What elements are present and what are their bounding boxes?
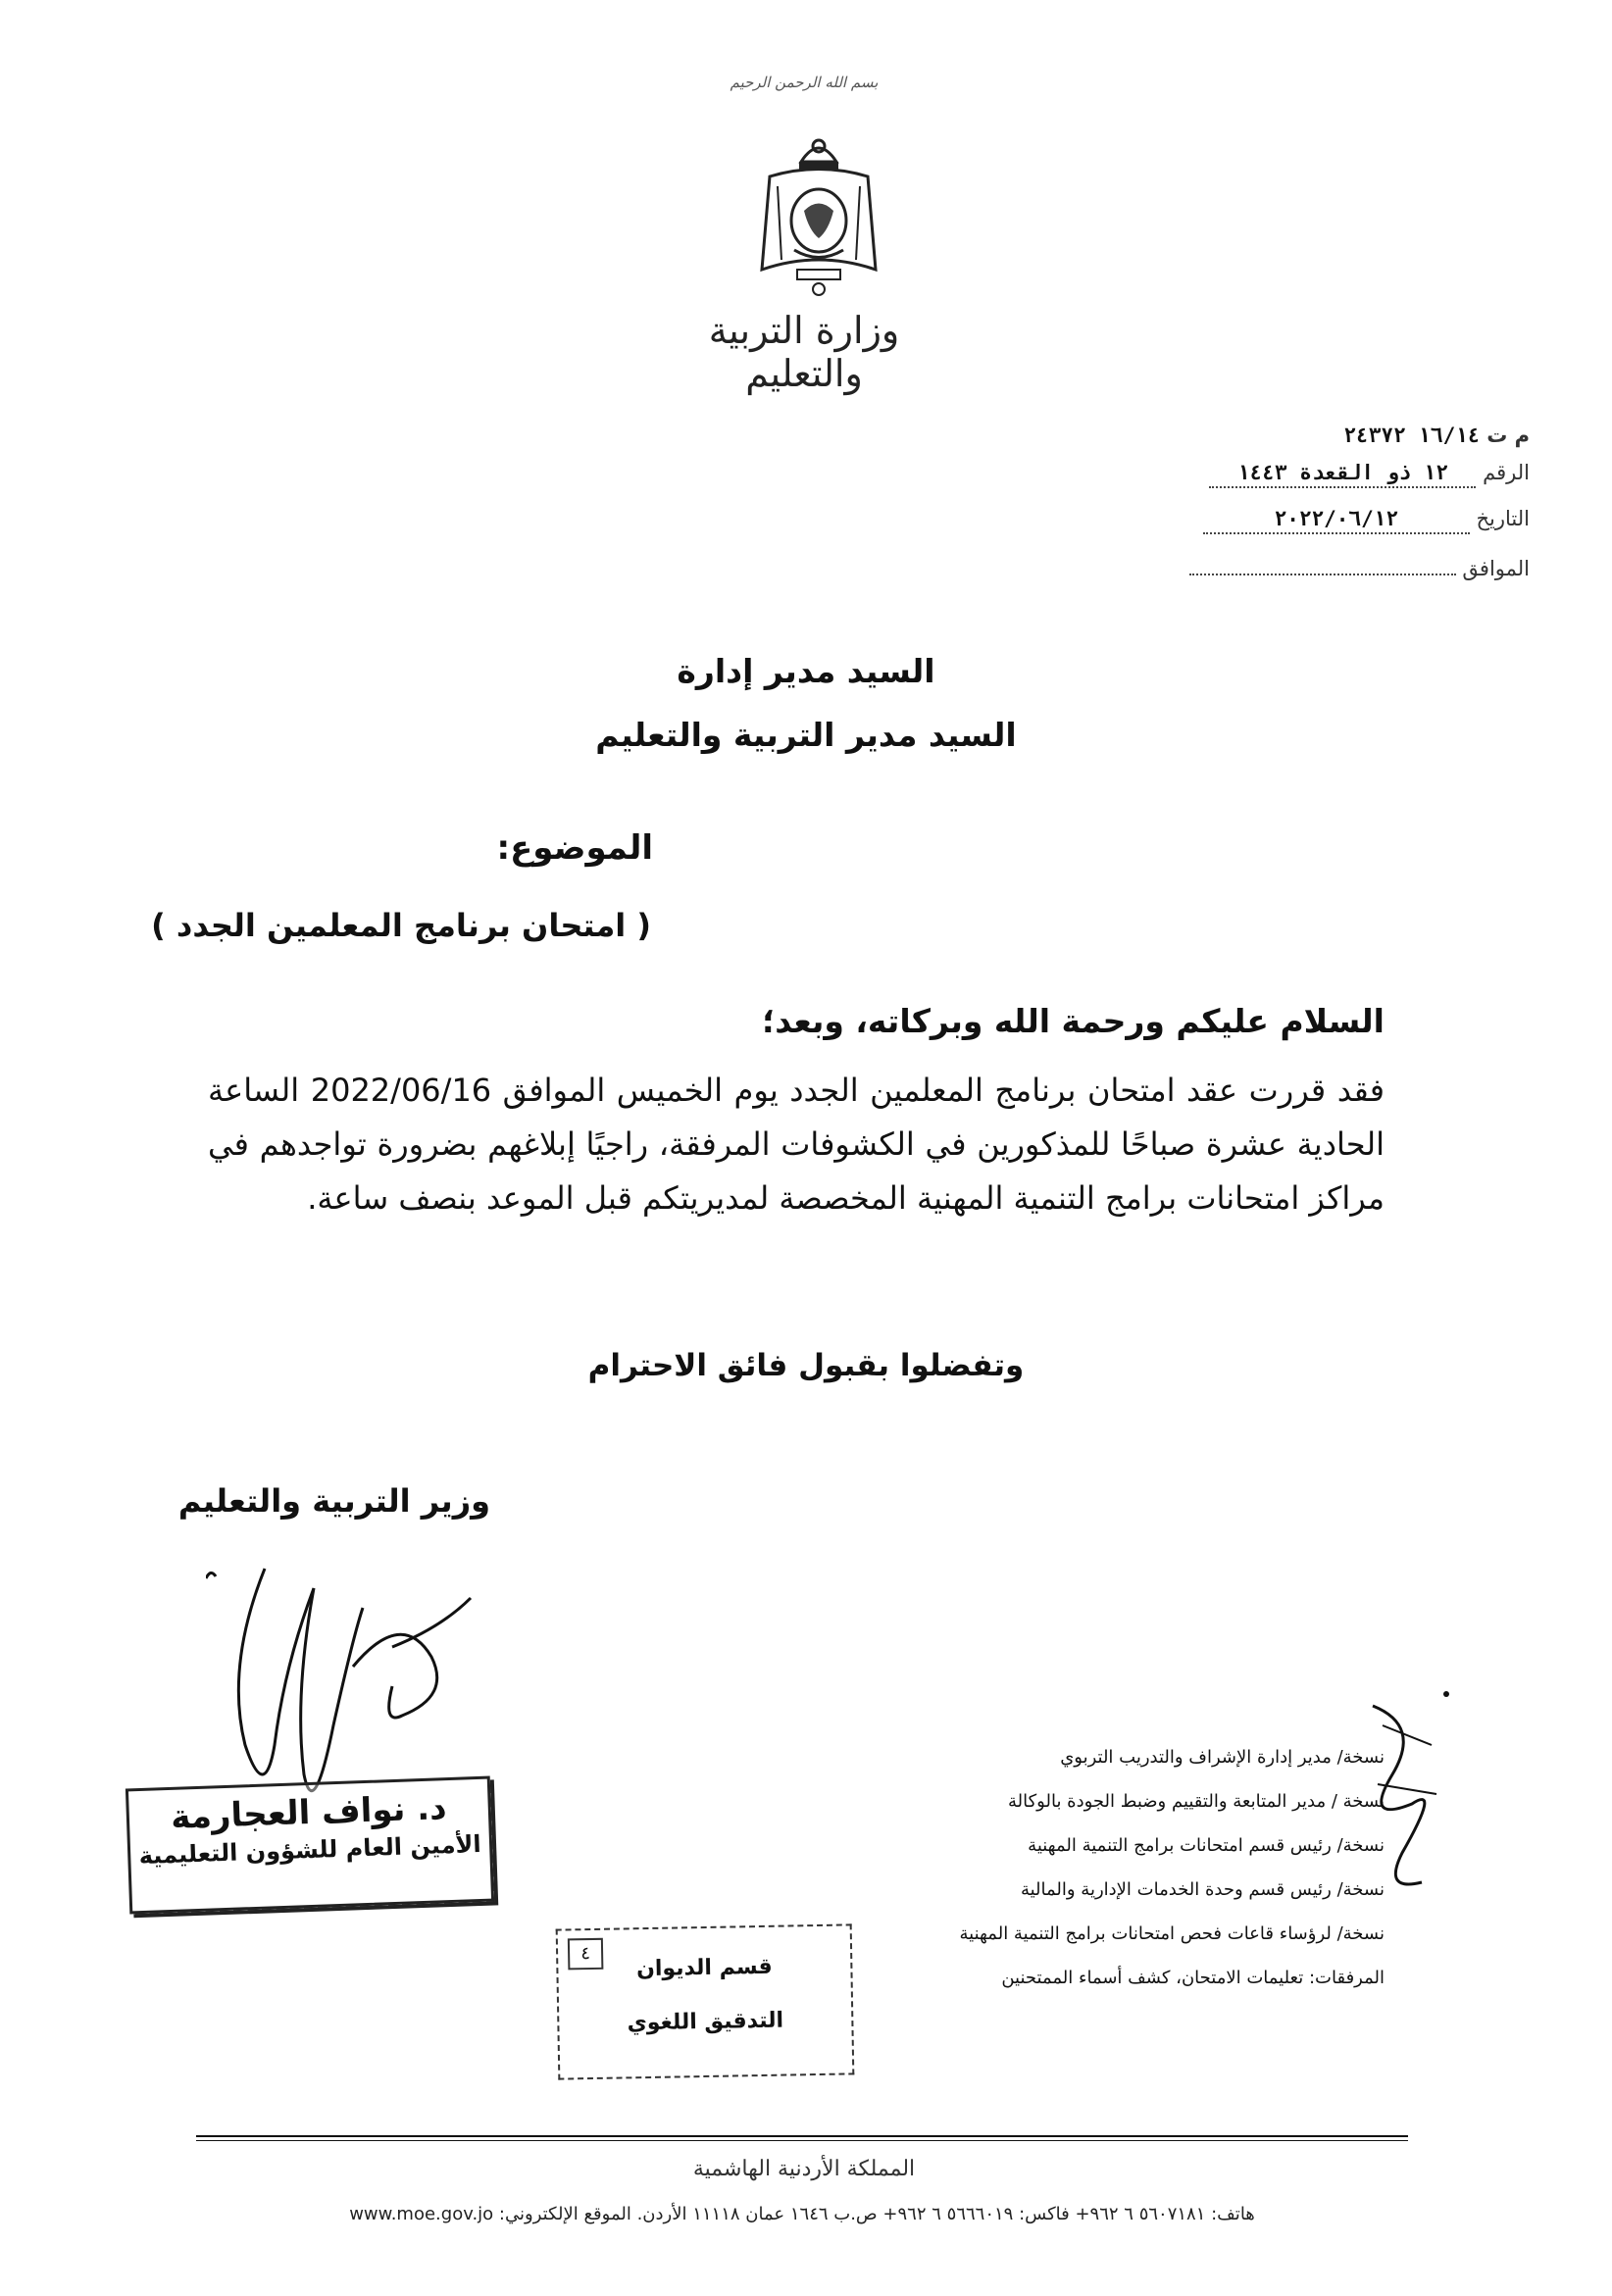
archive-stamp xyxy=(556,1923,855,2079)
ref-code-value: ١٦/١٤ ٢٤٣٧٢ xyxy=(1343,424,1481,447)
footer-kingdom: المملكة الأردنية الهاشمية xyxy=(692,2157,916,2181)
ref-code-label: م ت xyxy=(1486,424,1530,447)
ref-number-value: ١٢ ذو القعدة ١٤٤٣ xyxy=(1209,461,1476,488)
ref-date xyxy=(1203,507,1530,534)
copy-item: نسخة / مدير المتابعة والتقييم وضبط الجودة بالوكالة xyxy=(1007,1791,1385,1812)
stamp-name: د. نواف العجارمة xyxy=(170,1788,448,1837)
stamp-title: الأمين العام للشؤون التعليمية xyxy=(138,1829,482,1871)
ref-corresponding-value xyxy=(1189,572,1456,575)
ref-code xyxy=(1343,424,1530,447)
subject-text: ( امتحان برنامج المعلمين الجدد ) xyxy=(151,907,651,944)
ref-date-label: التاريخ xyxy=(1476,507,1530,530)
ref-number xyxy=(1209,461,1530,488)
signatory-title: وزير التربية والتعليم xyxy=(177,1482,490,1520)
signatory-stamp xyxy=(126,1776,494,1915)
ref-number-label: الرقم xyxy=(1483,461,1530,484)
closing: وتفضلوا بقبول فائق الاحترام xyxy=(587,1348,1025,1383)
attachments: المرفقات: تعليمات الامتحان، كشف أسماء الممتحنين xyxy=(1001,1968,1385,1988)
footer-divider-thin xyxy=(196,2140,1408,2141)
ref-date-value: ٢٠٢٢/٠٦/١٢ xyxy=(1203,507,1470,534)
addressee-2: السيد مدير التربية والتعليم xyxy=(595,716,1017,754)
archive-stamp-number: ٤ xyxy=(568,1938,604,1971)
body-paragraph: فقد قررت عقد امتحان برنامج المعلمين الجدد يوم الخميس الموافق 2022/06/16 الساعة الحادية عشرة صباحًا للمذكورين في الكشوفات المرفقة، راجيًا إبلاغهم بضرورة تواجدهم في مراكز امتحانات برامج التنمية المهنية المخصصة لمديريتكم قبل الموعد بنصف ساعة. xyxy=(208,1072,1385,1217)
ref-corresponding xyxy=(1189,557,1530,580)
footer-contact: هاتف: ٥٦٠٧١٨١ ٦ ٩٦٢+ فاكس: ٥٦٦٦٠١٩ ٦ ٩٦٢+ ص.ب ١٦٤٦ عمان ١١١١٨ الأردن. الموقع الإلكتروني: www.moe.gov.jo xyxy=(349,2204,1255,2224)
archive-stamp-line1: قسم الديوان xyxy=(635,1954,773,1982)
ministry-name: وزارة التربية والتعليم xyxy=(708,309,900,395)
salutation: السلام عليكم ورحمة الله وبركاته، وبعد؛ xyxy=(762,1002,1385,1040)
jordan-coat-of-arms-icon xyxy=(750,132,887,299)
ref-corresponding-label: الموافق xyxy=(1462,557,1530,580)
copies-list xyxy=(777,1735,1385,2000)
copy-item: نسخة/ رئيس قسم امتحانات برامج التنمية المهنية xyxy=(1028,1835,1385,1856)
addressee-1: السيد مدير إدارة xyxy=(677,652,935,690)
copy-item: نسخة/ لرؤساء قاعات فحص امتحانات برامج التنمية المهنية xyxy=(959,1923,1385,1944)
basmala: بسم الله الرحمن الرحيم xyxy=(730,74,879,91)
footer-divider xyxy=(196,2135,1408,2137)
copy-item: نسخة/ مدير إدارة الإشراف والتدريب التربوي xyxy=(1060,1747,1385,1768)
copy-item: نسخة/ رئيس قسم وحدة الخدمات الإدارية والمالية xyxy=(1020,1879,1385,1900)
archive-stamp-line2: التدقيق اللغوي xyxy=(627,2008,784,2036)
subject-label: الموضوع: xyxy=(496,828,653,868)
